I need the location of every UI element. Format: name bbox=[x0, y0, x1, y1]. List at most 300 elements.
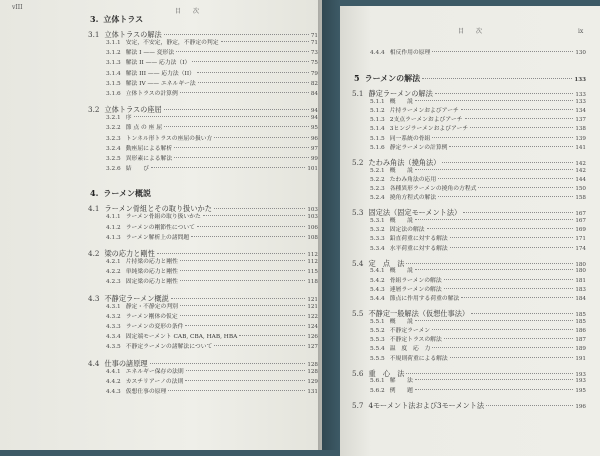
dot-leader bbox=[174, 147, 309, 148]
toc-entry-page: 126 bbox=[307, 334, 318, 341]
toc-entry-title: エネルギー保存の法則 bbox=[125, 368, 184, 375]
dot-leader bbox=[239, 335, 305, 336]
toc-entry-number: 5.4.3 bbox=[370, 286, 385, 293]
toc-entry-page: 167 bbox=[575, 218, 586, 224]
toc-entry-title: ラーメンの変形の条件 bbox=[125, 324, 184, 330]
toc-entry-title: ラーメン骨組とその取り扱いかた bbox=[104, 204, 212, 214]
toc-entry-number: 5.4.1 bbox=[370, 268, 385, 275]
dot-leader bbox=[478, 187, 573, 188]
dot-leader bbox=[486, 405, 573, 406]
dot-leader bbox=[438, 178, 573, 179]
dot-leader bbox=[432, 137, 573, 138]
toc-entry-title: 片持梁の応力と剛性 bbox=[125, 259, 178, 265]
toc-entry-page: 133 bbox=[575, 98, 586, 105]
toc-entry-title: 静定ラーメンの解法 bbox=[368, 89, 433, 99]
toc-entry-title: 温 度 応 力 bbox=[389, 346, 431, 353]
toc-entry-number: 3.1.2 bbox=[106, 50, 121, 57]
toc-entry bbox=[354, 73, 586, 85]
toc-entry-title: 骨組ラーメンの解法 bbox=[389, 277, 442, 284]
toc-entry-page: 71 bbox=[310, 33, 318, 39]
toc-entry bbox=[106, 146, 318, 153]
toc-entry bbox=[370, 195, 586, 202]
dot-leader bbox=[176, 51, 309, 52]
dot-leader bbox=[435, 93, 574, 94]
toc-entry-title: たわみ角法の応用 bbox=[389, 176, 437, 183]
toc-entry-number: 4.1.2 bbox=[106, 224, 121, 231]
toc-entry-page: 142 bbox=[575, 167, 586, 174]
toc-entry-page: 96 bbox=[310, 135, 318, 142]
toc-entry bbox=[106, 125, 318, 132]
toc-entry bbox=[106, 369, 318, 376]
toc-entry-number: 5.1 bbox=[352, 89, 364, 99]
toc-entry-page: 184 bbox=[575, 296, 586, 302]
toc-entry-page: 94 bbox=[310, 115, 318, 122]
toc-entry-number: 5.5.1 bbox=[370, 318, 385, 325]
right-page bbox=[340, 6, 600, 456]
dot-leader bbox=[134, 116, 309, 117]
toc-entry-title: 重 心 法 bbox=[368, 368, 405, 378]
toc-entry-title: 解法 III —— 応力法（II） bbox=[125, 70, 195, 77]
toc-entry-page: 133 bbox=[574, 77, 586, 84]
toc-entry-number: 5.1.5 bbox=[370, 135, 385, 142]
toc-entry-title: 立体トラスの座屈 bbox=[104, 105, 162, 115]
dot-leader bbox=[180, 92, 309, 93]
dot-leader bbox=[185, 380, 305, 381]
toc-entry-title: 固定法の解法 bbox=[389, 227, 425, 234]
toc-entry bbox=[370, 246, 586, 253]
toc-entry-page: 167 bbox=[575, 211, 586, 218]
toc-entry-number: 4. bbox=[90, 188, 99, 199]
gutter-shadow bbox=[318, 0, 340, 450]
toc-entry-title: 解法 IV —— エネルギー法 bbox=[125, 80, 196, 87]
toc-entry-number: 5.3 bbox=[352, 208, 364, 218]
toc-entry bbox=[106, 214, 318, 221]
toc-entry-title: 不静定一般解法（仮想仕事法） bbox=[368, 309, 470, 319]
toc-entry-page: 84 bbox=[310, 91, 318, 97]
toc-entry-number: 3.2.5 bbox=[106, 156, 121, 162]
toc-entry bbox=[370, 328, 586, 335]
toc-entry-title: 不静定ラーメン bbox=[389, 328, 431, 334]
toc-entry-title: 相反作用の原理 bbox=[389, 50, 431, 56]
toc-entry-title: 4モーメント法および3モーメント法 bbox=[368, 400, 485, 410]
toc-entry-title: 水平荷重に対する解法 bbox=[389, 245, 448, 252]
toc-entry-number: 3.2.2 bbox=[106, 125, 121, 132]
toc-entry bbox=[370, 278, 586, 285]
toc-entry-page: 73 bbox=[310, 50, 318, 57]
toc-entry-page: 79 bbox=[310, 70, 318, 77]
toc-entry-number: 4.2.1 bbox=[106, 259, 121, 265]
toc-entry-number: 4.2.2 bbox=[106, 269, 121, 276]
toc-entry-page: 121 bbox=[307, 303, 318, 310]
toc-entry-page: 171 bbox=[575, 236, 586, 243]
dot-leader bbox=[432, 51, 573, 52]
toc-entry-number: 5.2.1 bbox=[370, 167, 385, 174]
toc-entry-title: 連層ラーメンの解法 bbox=[389, 286, 442, 293]
toc-entry-number: 4.4.3 bbox=[106, 389, 121, 395]
toc-entry bbox=[370, 287, 586, 294]
toc-entry-page: 141 bbox=[575, 144, 586, 151]
toc-entry-title: 静定ラーメンの計算例 bbox=[389, 144, 448, 151]
dot-leader bbox=[171, 298, 306, 299]
toc-entry-page: 185 bbox=[575, 318, 586, 325]
toc-entry-title: ラーメン剛体の仮定 bbox=[125, 313, 178, 320]
toc-entry-page: 196 bbox=[575, 403, 586, 410]
toc-entry-number: 5.1.3 bbox=[370, 117, 385, 124]
toc-entry-title: 節 点 の 座 屈 bbox=[125, 125, 163, 132]
toc-entry-page: 137 bbox=[575, 117, 586, 124]
dot-leader bbox=[180, 280, 305, 281]
toc-entry-title: 立体トラスの解法 bbox=[104, 30, 162, 39]
toc-entry bbox=[106, 91, 318, 98]
dot-leader bbox=[406, 373, 573, 374]
toc-entry-page: 191 bbox=[575, 355, 586, 362]
toc-entry-number: 3.1.1 bbox=[106, 40, 121, 46]
toc-entry-title: 解法 II —— 応力法（I） bbox=[125, 60, 191, 67]
toc-entry-title: 固定法（固定モーメント法） bbox=[368, 208, 462, 218]
dot-leader bbox=[427, 228, 574, 229]
toc-entry-number: 3.1.3 bbox=[106, 60, 121, 67]
toc-entry-title: 同一系統の骨組 bbox=[389, 135, 431, 142]
toc-entry bbox=[370, 117, 586, 124]
dot-leader bbox=[185, 325, 305, 326]
toc-entry-number: 5.6.2 bbox=[370, 387, 385, 394]
toc-entry-page: 133 bbox=[575, 92, 586, 99]
dot-leader bbox=[180, 260, 305, 261]
toc-entry-number: 5.3.3 bbox=[370, 236, 385, 243]
toc-entry-page: 130 bbox=[575, 50, 586, 56]
toc-entry-page: 129 bbox=[307, 378, 318, 385]
dot-leader bbox=[415, 379, 573, 380]
toc-entry-title: トンネル形トラスの座屈の扱い方 bbox=[125, 135, 213, 142]
toc-entry-title: たわみ角法（撓角法） bbox=[368, 158, 441, 167]
dot-leader bbox=[465, 118, 574, 119]
toc-entry-number: 3.2.1 bbox=[106, 115, 121, 122]
toc-entry-number: 5.5.3 bbox=[370, 337, 385, 344]
dot-leader bbox=[444, 288, 574, 289]
toc-entry bbox=[370, 337, 586, 344]
toc-entry bbox=[370, 218, 586, 225]
dot-leader bbox=[415, 100, 573, 101]
toc-entry-page: 139 bbox=[575, 135, 586, 142]
toc-entry bbox=[370, 236, 586, 243]
dot-leader bbox=[164, 34, 309, 35]
toc-entry-number: 5.5.5 bbox=[370, 355, 385, 362]
toc-entry bbox=[370, 319, 586, 326]
toc-entry-number: 5.3.2 bbox=[370, 227, 385, 234]
toc-entry-page: 106 bbox=[307, 224, 318, 231]
toc-entry-title: ラーメン概説 bbox=[103, 188, 151, 199]
toc-entry-number: 5.1.6 bbox=[370, 144, 385, 151]
toc-entry-number: 5.1.1 bbox=[370, 98, 385, 105]
toc-entry-page: 127 bbox=[307, 344, 318, 351]
toc-entry-number: 4.4 bbox=[88, 358, 100, 368]
toc-entry-number: 4.4.2 bbox=[106, 378, 121, 385]
toc-entry-number: 4.3.5 bbox=[106, 344, 121, 351]
toc-entry-title: 仮想仕事の原理 bbox=[125, 389, 167, 395]
dot-leader bbox=[415, 269, 573, 270]
toc-entry bbox=[370, 346, 586, 353]
toc-entry bbox=[370, 136, 586, 143]
toc-entry bbox=[106, 71, 318, 78]
toc-entry-title: 各種異形ラーメンの撓角の方程式 bbox=[389, 186, 477, 192]
toc-entry bbox=[106, 50, 318, 57]
toc-entry bbox=[106, 60, 318, 67]
toc-entry bbox=[106, 334, 318, 341]
toc-entry-number: 4.2 bbox=[88, 249, 100, 258]
dot-leader bbox=[461, 109, 573, 110]
right-folio: ix bbox=[578, 28, 584, 35]
toc-entry bbox=[106, 136, 318, 143]
toc-entry bbox=[370, 108, 586, 115]
toc-entry-page: 124 bbox=[307, 324, 318, 330]
toc-entry-title: カスチリアーノの法則 bbox=[125, 378, 184, 385]
toc-entry-number: 3.2.6 bbox=[106, 166, 121, 173]
toc-entry-number: 4.1.3 bbox=[106, 234, 121, 241]
toc-entry bbox=[106, 235, 318, 242]
toc-entry bbox=[106, 269, 318, 276]
dot-leader bbox=[197, 72, 309, 73]
toc-entry bbox=[90, 14, 318, 24]
toc-entry-page: 180 bbox=[575, 261, 586, 268]
toc-entry bbox=[106, 115, 318, 122]
toc-entry-title: 定 点 法 bbox=[368, 258, 405, 268]
toc-entry-page: 82 bbox=[310, 80, 318, 87]
toc-entry-number: 5.5 bbox=[352, 309, 364, 319]
toc-entry-page: 181 bbox=[575, 277, 586, 284]
toc-entry-title: 不静定ラーメンの諸解法について bbox=[125, 344, 213, 351]
dot-leader bbox=[164, 109, 309, 110]
toc-entry-page: 75 bbox=[310, 60, 318, 67]
toc-entry-number: 3. bbox=[90, 14, 99, 24]
dot-leader bbox=[470, 127, 573, 128]
toc-entry-title: 立体トラスの計算例 bbox=[125, 91, 178, 97]
toc-entry-number: 5.2.4 bbox=[370, 195, 385, 202]
toc-entry-title: 片持ラーメンおよびアーチ bbox=[389, 108, 459, 114]
dot-leader bbox=[180, 305, 305, 306]
toc-entry-title: 仕事の諸原理 bbox=[104, 358, 148, 368]
toc-entry-page: 95 bbox=[310, 125, 318, 132]
dot-leader bbox=[164, 126, 309, 127]
toc-entry-page: 101 bbox=[307, 166, 318, 173]
toc-entry-page: 185 bbox=[575, 312, 586, 319]
toc-entry-page: 134 bbox=[575, 108, 586, 114]
toc-entry bbox=[106, 166, 318, 173]
toc-entry-title: 立体トラス bbox=[103, 14, 144, 24]
toc-entry-number: 3.1 bbox=[88, 30, 100, 39]
toc-entry bbox=[106, 259, 318, 266]
toc-entry-page: 94 bbox=[310, 108, 318, 115]
toc-entry bbox=[370, 177, 586, 184]
toc-entry-title: 安定，不安定，静定，不静定の判定 bbox=[125, 40, 219, 46]
dot-leader bbox=[192, 61, 309, 62]
toc-entry-page: 128 bbox=[307, 368, 318, 375]
toc-entry-title: ラーメンの解法 bbox=[364, 73, 421, 84]
dot-leader bbox=[438, 196, 573, 197]
dot-leader bbox=[422, 78, 572, 79]
dot-leader bbox=[444, 279, 574, 280]
toc-entry-page: 193 bbox=[575, 378, 586, 385]
dot-leader bbox=[463, 212, 573, 213]
dot-leader bbox=[461, 297, 573, 298]
toc-entry-page: 180 bbox=[575, 268, 586, 275]
toc-entry-number: 3.2.4 bbox=[106, 145, 121, 152]
toc-entry-title: 固定梁の応力と剛性 bbox=[125, 279, 178, 286]
toc-entry-title: 撓角方程式の解法 bbox=[389, 195, 437, 202]
toc-entry bbox=[106, 81, 318, 88]
toc-entry bbox=[370, 388, 586, 395]
toc-entry-page: 195 bbox=[575, 387, 586, 394]
toc-entry-title: 固定端モーメント CAB, CBA, HAB, HBA bbox=[125, 334, 238, 341]
dot-leader bbox=[203, 215, 305, 216]
dot-leader bbox=[151, 167, 305, 168]
dot-leader bbox=[450, 357, 574, 358]
toc-entry-title: 不静定ラーメン概説 bbox=[104, 293, 169, 303]
toc-entry bbox=[90, 188, 318, 198]
toc-entry-page: 121 bbox=[307, 296, 318, 303]
toc-entry-title: 動座屈による解析 bbox=[125, 145, 173, 152]
toc-entry-page: 112 bbox=[307, 259, 318, 265]
toc-entry bbox=[370, 268, 586, 275]
dot-leader bbox=[214, 208, 305, 209]
toc-entry-number: 5.4 bbox=[352, 258, 364, 268]
toc-entry-page: 118 bbox=[307, 279, 318, 286]
toc-entry-number: 5.4.2 bbox=[370, 277, 385, 284]
toc-entry-page: 112 bbox=[307, 252, 318, 258]
dot-leader bbox=[450, 237, 574, 238]
dot-leader bbox=[174, 157, 309, 158]
toc-entry-number: 5.2.2 bbox=[370, 176, 385, 183]
toc-entry-title: 節点に作用する荷重の解法 bbox=[389, 296, 460, 302]
toc-entry-title: 概 説 bbox=[389, 318, 413, 325]
toc-entry-number: 3.2 bbox=[88, 105, 100, 115]
toc-entry-number: 4.3.1 bbox=[106, 303, 121, 310]
dot-leader bbox=[168, 390, 305, 391]
dot-leader bbox=[415, 389, 573, 390]
toc-entry-title: 不規則荷重による解法 bbox=[389, 355, 448, 362]
dot-leader bbox=[449, 146, 573, 147]
toc-entry-number: 5.5.4 bbox=[370, 346, 385, 353]
toc-entry-page: 174 bbox=[575, 245, 586, 252]
toc-entry-number: 5.2.3 bbox=[370, 186, 385, 192]
toc-entry-title: 概 説 bbox=[389, 218, 413, 224]
dot-leader bbox=[444, 338, 574, 339]
toc-entry-number: 5.4.4 bbox=[370, 296, 385, 302]
toc-entry-page: 99 bbox=[310, 156, 318, 162]
right-running-header: 目 次 bbox=[458, 28, 483, 35]
dot-leader bbox=[450, 247, 574, 248]
toc-entry-title: 鉛直荷重に対する解法 bbox=[389, 236, 448, 243]
toc-entry-title: 序 bbox=[125, 115, 132, 122]
toc-entry-page: 183 bbox=[575, 286, 586, 293]
toc-entry-page: 108 bbox=[307, 234, 318, 241]
toc-entry bbox=[370, 378, 586, 385]
toc-entry-title: ラーメンの剛節性について bbox=[125, 224, 195, 231]
toc-entry bbox=[106, 156, 318, 163]
toc-entry-number: 3.1.6 bbox=[106, 91, 121, 97]
toc-entry-page: 115 bbox=[307, 269, 318, 276]
toc-entry-page: 186 bbox=[575, 328, 586, 334]
dot-leader bbox=[415, 219, 573, 220]
dot-leader bbox=[214, 345, 305, 346]
toc-entry bbox=[106, 344, 318, 351]
toc-entry bbox=[370, 227, 586, 234]
toc-entry bbox=[370, 50, 586, 57]
toc-entry bbox=[106, 279, 318, 286]
toc-entry-number: 5.3.1 bbox=[370, 218, 385, 224]
toc-entry bbox=[370, 126, 586, 133]
toc-entry-title: 静定・不静定の判別 bbox=[125, 303, 178, 310]
toc-entry-number: 4.4.1 bbox=[106, 368, 121, 375]
toc-entry bbox=[106, 225, 318, 232]
dot-leader bbox=[191, 236, 305, 237]
toc-entry-title: 単純梁の応力と剛性 bbox=[125, 269, 178, 276]
toc-entry-number: 5.3.4 bbox=[370, 245, 385, 252]
toc-entry-number: 3.1.4 bbox=[106, 70, 121, 77]
toc-entry bbox=[106, 314, 318, 321]
toc-entry-page: 150 bbox=[575, 186, 586, 192]
toc-entry-title: ラーメン解析上の諸問題 bbox=[125, 234, 190, 241]
toc-entry-title: 概 説 bbox=[389, 268, 413, 275]
left-running-header: 目 次 bbox=[175, 8, 200, 15]
toc-entry-title: 3ヒンジラーメンおよびアーチ bbox=[389, 126, 469, 133]
toc-entry-number: 4.3.2 bbox=[106, 313, 121, 320]
toc-entry bbox=[352, 401, 586, 412]
toc-entry-title: 解 法 bbox=[389, 378, 413, 385]
dot-leader bbox=[157, 253, 306, 254]
toc-entry-title: 結 び bbox=[125, 166, 149, 173]
dot-leader bbox=[198, 82, 309, 83]
toc-entry-number: 4.3 bbox=[88, 293, 100, 303]
toc-entry-number: 3.1.5 bbox=[106, 80, 121, 87]
dot-leader bbox=[415, 169, 573, 170]
toc-entry-page: 193 bbox=[575, 371, 586, 378]
dot-leader bbox=[406, 263, 573, 264]
toc-entry-page: 144 bbox=[575, 176, 586, 183]
dot-leader bbox=[432, 329, 573, 330]
toc-entry-number: 5.1.4 bbox=[370, 126, 385, 133]
toc-entry-page: 187 bbox=[575, 337, 586, 344]
dot-leader bbox=[471, 313, 573, 314]
toc-entry-page: 71 bbox=[310, 40, 318, 46]
dot-leader bbox=[186, 370, 306, 371]
toc-entry bbox=[106, 324, 318, 331]
toc-entry-page: 122 bbox=[307, 313, 318, 320]
toc-entry-number: 5.5.2 bbox=[370, 328, 385, 334]
toc-entry-page: 189 bbox=[575, 346, 586, 353]
left-folio: vIII bbox=[12, 4, 23, 11]
toc-entry bbox=[106, 304, 318, 311]
toc-entry-number: 4.3.3 bbox=[106, 324, 121, 330]
toc-entry bbox=[106, 40, 318, 47]
toc-entry-number: 5.6.1 bbox=[370, 378, 385, 385]
toc-entry-title: 概 説 bbox=[389, 167, 413, 174]
toc-entry-title: 解法 I —— 変形法 bbox=[125, 50, 175, 57]
toc-entry bbox=[370, 145, 586, 152]
toc-entry-page: 142 bbox=[575, 161, 586, 167]
toc-entry-page: 158 bbox=[575, 195, 586, 202]
toc-entry-page: 103 bbox=[307, 214, 318, 221]
toc-entry-page: 169 bbox=[575, 227, 586, 234]
dot-leader bbox=[180, 315, 306, 316]
dot-leader bbox=[180, 270, 305, 271]
toc-entry bbox=[370, 296, 586, 303]
toc-entry bbox=[370, 99, 586, 106]
dot-leader bbox=[442, 162, 573, 163]
toc-entry-title: 梁の応力と剛性 bbox=[104, 249, 155, 258]
toc-entry bbox=[106, 389, 318, 396]
toc-entry bbox=[370, 356, 586, 363]
toc-entry-page: 103 bbox=[307, 207, 318, 214]
